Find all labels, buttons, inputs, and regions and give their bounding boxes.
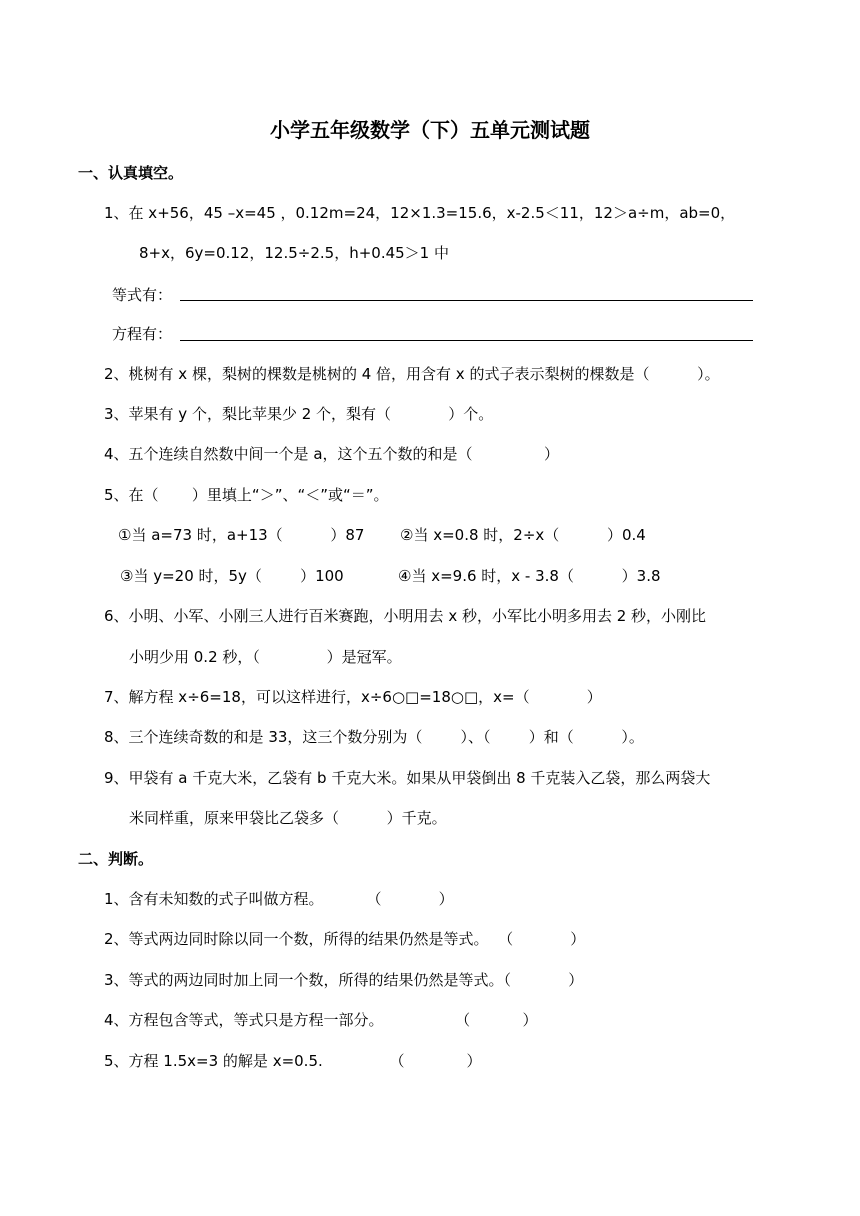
question-8: 8、三个连续奇数的和是 33，这三个数分别为（ ）、（ ）和（ ）。 xyxy=(104,728,644,746)
judgment-item: 2、等式两边同时除以同一个数，所得的结果仍然是等式。 （ ） xyxy=(104,930,586,948)
question-3: 3、苹果有 y 个，梨比苹果少 2 个，梨有（ ）个。 xyxy=(104,405,494,423)
equations-label: 方程有： xyxy=(112,325,173,343)
question-5-item-2: ②当 x=0.8 时，2÷x（ ）0.4 xyxy=(400,526,646,544)
question-6-line-2: 小明少用 0.2 秒，（ ）是冠军。 xyxy=(129,648,402,666)
question-5-item-4: ④当 x=9.6 时，x - 3.8（ ）3.8 xyxy=(398,567,661,585)
judgment-item: 4、方程包含等式，等式只是方程一部分。 （ ） xyxy=(104,1011,538,1029)
question-9-line-2: 米同样重，原来甲袋比乙袋多（ ）千克。 xyxy=(129,809,447,827)
judgment-item: 1、含有未知数的式子叫做方程。 （ ） xyxy=(104,890,454,908)
page-title: 小学五年级数学（下）五单元测试题 xyxy=(270,118,590,142)
section-fill-in-heading: 一、认真填空。 xyxy=(78,164,184,182)
question-7: 7、解方程 x÷6=18，可以这样进行，x÷6○□=18○□，x=（ ） xyxy=(104,688,602,706)
equations-answer-line xyxy=(180,340,753,341)
question-9-line-1: 9、甲袋有 a 千克大米，乙袋有 b 千克大米。如果从甲袋倒出 8 千克装入乙袋，那么两袋大 xyxy=(104,769,711,787)
question-4: 4、五个连续自然数中间一个是 a，这个五个数的和是（ ） xyxy=(104,445,560,463)
question-5: 5、在（ ）里填上“＞”、“＜”或“＝”。 xyxy=(104,486,389,504)
question-2: 2、桃树有 x 棵，梨树的棵数是桃树的 4 倍，用含有 x 的式子表示梨树的棵数是（ ）。 xyxy=(104,365,720,383)
equalities-answer-line xyxy=(180,300,753,301)
equalities-label: 等式有： xyxy=(112,286,173,304)
question-5-item-1: ①当 a=73 时，a+13（ ）87 xyxy=(118,526,365,544)
question-5-item-3: ③当 y=20 时，5y（ ）100 xyxy=(120,567,344,585)
question-1-line-2: 8+x，6y=0.12，12.5÷2.5，h+0.45＞1 中 xyxy=(139,244,449,262)
judgment-item: 5、方程 1.5x=3 的解是 x=0.5. （ ） xyxy=(104,1052,482,1070)
judgment-item: 3、等式的两边同时加上同一个数，所得的结果仍然是等式。（ ） xyxy=(104,971,584,989)
question-1-line-1: 1、在 x+56，45 –x=45 ，0.12m=24，12×1.3=15.6，x-2.5＜11，12＞a÷m，ab=0， xyxy=(104,204,736,222)
question-6-line-1: 6、小明、小军、小刚三人进行百米赛跑，小明用去 x 秒，小军比小明多用去 2 秒，小刚比 xyxy=(104,607,707,625)
section-judgment-heading: 二、判断。 xyxy=(78,850,154,868)
